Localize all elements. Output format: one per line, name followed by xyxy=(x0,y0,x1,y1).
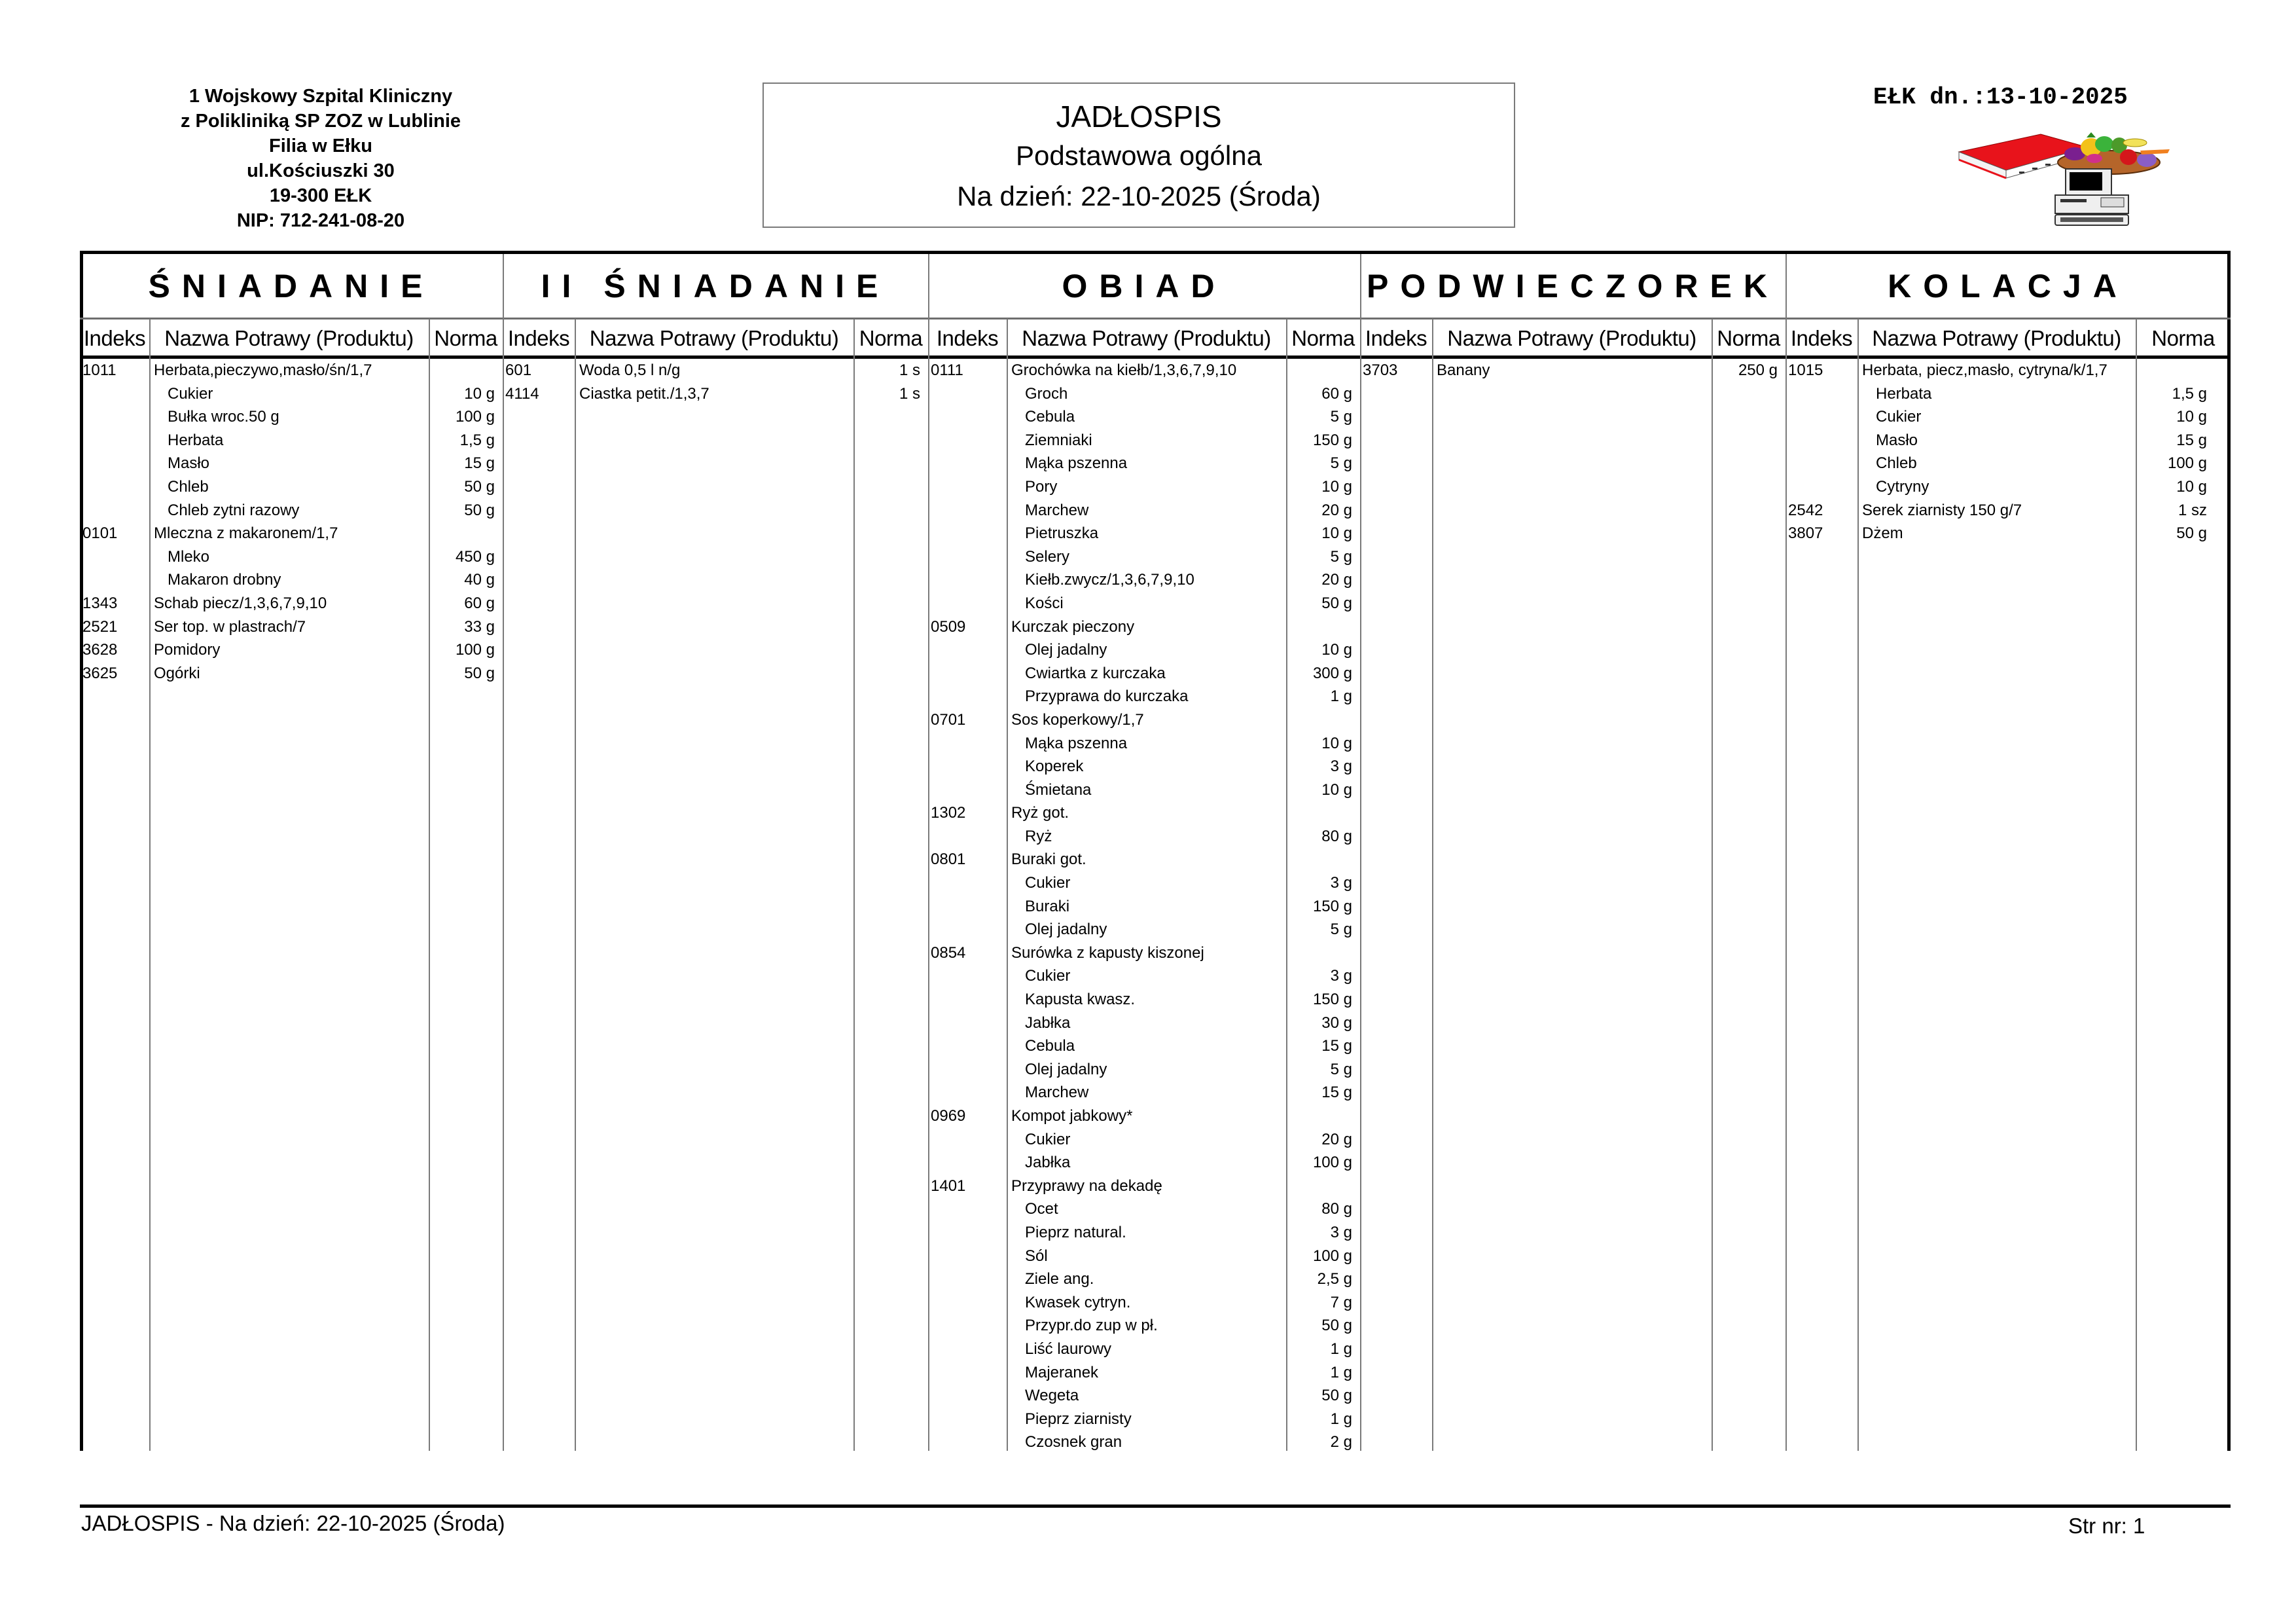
ingredient-row xyxy=(928,382,1360,406)
row-norm: 7 g xyxy=(1330,1293,1352,1311)
row-name: Liść laurowy xyxy=(1025,1340,1112,1358)
row-name: Jabłka xyxy=(1025,1154,1071,1172)
menu-date: Na dzień: 22-10-2025 (Środa) xyxy=(957,181,1321,211)
col-header-name: Nazwa Potrawy (Produktu) xyxy=(1872,325,2121,350)
ingredient-row xyxy=(80,499,503,522)
row-name: Pieprz ziarnisty xyxy=(1025,1410,1132,1428)
column-divider xyxy=(1432,319,1433,1451)
row-name: Ziele ang. xyxy=(1025,1270,1094,1288)
row-norm: 2,5 g xyxy=(1317,1270,1352,1288)
dish-row xyxy=(1785,499,2231,522)
document-title: JADŁOSPIS xyxy=(1056,100,1222,134)
row-norm: 10 g xyxy=(2176,477,2207,496)
ingredient-row xyxy=(928,1338,1360,1361)
row-norm: 10 g xyxy=(1321,780,1352,799)
col-header-norm: Norma xyxy=(1291,325,1355,350)
issue-place-date: EŁK dn.:13-10-2025 xyxy=(1873,84,2128,111)
row-index: 3703 xyxy=(1363,361,1398,379)
ingredient-row xyxy=(80,568,503,592)
ingredient-row xyxy=(928,405,1360,429)
row-name: Śmietana xyxy=(1025,780,1092,799)
row-norm: 1 g xyxy=(1330,1410,1352,1428)
row-norm: 150 g xyxy=(1312,431,1352,449)
row-norm: 50 g xyxy=(2176,524,2207,543)
row-norm: 10 g xyxy=(1321,641,1352,659)
row-name: Ser top. w plastrach/7 xyxy=(154,617,306,636)
footer-title: JADŁOSPIS - Na dzień: 22-10-2025 (Środa) xyxy=(81,1511,505,1535)
meal-section-ii-sniadanie xyxy=(503,251,928,1451)
org-line: Filia w Ełku xyxy=(269,136,372,156)
row-name: Groch xyxy=(1025,384,1068,403)
row-name: Bułka wroc.50 g xyxy=(168,408,279,426)
organization-header xyxy=(118,84,524,233)
ingredient-row xyxy=(928,685,1360,708)
ingredient-row xyxy=(928,1221,1360,1245)
row-norm: 20 g xyxy=(1321,571,1352,589)
footer-rule xyxy=(80,1504,2231,1508)
meal-title: KOLACJA xyxy=(1888,267,2128,304)
row-name: Pieprz natural. xyxy=(1025,1223,1126,1241)
row-name: Cukier xyxy=(1025,874,1071,892)
row-name: Cukier xyxy=(1025,1130,1071,1148)
row-name: Cukier xyxy=(1025,967,1071,985)
row-name: Mleko xyxy=(168,547,210,566)
ingredient-row xyxy=(928,1081,1360,1104)
row-name: Majeranek xyxy=(1025,1363,1099,1381)
ingredient-row xyxy=(928,429,1360,452)
row-norm: 100 g xyxy=(1312,1154,1352,1172)
row-norm: 100 g xyxy=(455,641,495,659)
row-norm: 150 g xyxy=(1312,991,1352,1009)
row-name: Ogórki xyxy=(154,664,200,682)
row-name: Sól xyxy=(1025,1247,1048,1265)
menu-table xyxy=(80,251,2231,1451)
row-name: Olej jadalny xyxy=(1025,921,1107,939)
row-name: Buraki got. xyxy=(1011,850,1086,869)
ingredient-row xyxy=(928,475,1360,499)
meal-section-obiad xyxy=(928,251,1360,1451)
dish-row xyxy=(503,382,928,406)
row-name: Woda 0,5 l n/g xyxy=(579,361,681,379)
dish-row xyxy=(503,359,928,382)
row-name: Herbata xyxy=(1876,384,1932,403)
row-norm: 3 g xyxy=(1330,1223,1352,1241)
ingredient-row xyxy=(928,1034,1360,1058)
col-header-norm: Norma xyxy=(434,325,497,350)
row-norm: 15 g xyxy=(2176,431,2207,449)
diet-name: Podstawowa ogólna xyxy=(1016,140,1262,171)
row-name: Masło xyxy=(168,454,210,473)
row-norm: 5 g xyxy=(1330,408,1352,426)
row-name: Pory xyxy=(1025,477,1058,496)
row-name: Przyprawy na dekadę xyxy=(1011,1176,1162,1195)
row-norm: 150 g xyxy=(1312,897,1352,915)
ingredient-row xyxy=(928,1151,1360,1175)
ingredient-row xyxy=(928,1431,1360,1454)
row-name: Grochówka na kiełb/1,3,6,7,9,10 xyxy=(1011,361,1237,379)
row-norm: 20 g xyxy=(1321,501,1352,519)
row-index: 0969 xyxy=(931,1107,966,1125)
col-header-norm: Norma xyxy=(859,325,923,350)
ingredient-row xyxy=(928,825,1360,848)
row-index: 0509 xyxy=(931,617,966,636)
ingredient-row xyxy=(928,662,1360,685)
ingredient-row xyxy=(1785,429,2231,452)
ingredient-row xyxy=(928,452,1360,475)
row-name: Jabłka xyxy=(1025,1013,1071,1032)
org-line: z Polikliniką SP ZOZ w Lublinie xyxy=(180,111,461,132)
row-norm: 1 s xyxy=(899,384,920,403)
row-name: Kwasek cytryn. xyxy=(1025,1293,1131,1311)
row-norm: 33 g xyxy=(464,617,495,636)
row-norm: 10 g xyxy=(1321,477,1352,496)
row-name: Herbata, piecz,masło, cytryna/k/1,7 xyxy=(1862,361,2108,379)
ingredient-row xyxy=(80,475,503,499)
row-norm: 1 sz xyxy=(2178,501,2207,519)
ingredient-row xyxy=(928,545,1360,569)
row-name: Kompot jabkowy* xyxy=(1011,1107,1133,1125)
row-norm: 10 g xyxy=(1321,524,1352,543)
meal-section-sniadanie xyxy=(80,251,503,1451)
row-index: 0101 xyxy=(82,524,118,543)
row-norm: 1 s xyxy=(899,361,920,379)
row-name: Marchew xyxy=(1025,1084,1089,1102)
col-header-index: Indeks xyxy=(1365,325,1427,350)
row-name: Sos koperkowy/1,7 xyxy=(1011,710,1144,729)
ingredient-row xyxy=(928,1128,1360,1152)
meal-title: PODWIECZOREK xyxy=(1367,267,1779,304)
row-index: 3628 xyxy=(82,641,118,659)
row-name: Ryż xyxy=(1025,827,1052,845)
row-norm: 100 g xyxy=(2167,454,2207,473)
row-norm: 1 g xyxy=(1330,687,1352,706)
col-header-norm: Norma xyxy=(1717,325,1780,350)
row-name: Chleb xyxy=(168,477,209,496)
row-index: 1015 xyxy=(1788,361,1823,379)
dish-row xyxy=(80,592,503,615)
row-norm: 10 g xyxy=(2176,408,2207,426)
meal-section-podwieczorek xyxy=(1360,251,1785,1451)
ingredient-row xyxy=(928,918,1360,941)
ingredient-row xyxy=(1785,405,2231,429)
ingredient-row xyxy=(928,732,1360,756)
book-fruit-computer-logo xyxy=(1957,131,2179,229)
ingredient-row xyxy=(1785,382,2231,406)
row-name: Banany xyxy=(1437,361,1490,379)
row-norm: 100 g xyxy=(1312,1247,1352,1265)
row-norm: 5 g xyxy=(1330,547,1352,566)
row-name: Herbata,pieczywo,masło/śn/1,7 xyxy=(154,361,372,379)
row-name: Dżem xyxy=(1862,524,1903,543)
row-norm: 15 g xyxy=(1321,1084,1352,1102)
row-name: Cytryny xyxy=(1876,477,1929,496)
dish-row xyxy=(928,941,1360,965)
org-line: 19-300 EŁK xyxy=(269,185,372,206)
row-name: Olej jadalny xyxy=(1025,1060,1107,1078)
row-name: Ryż got. xyxy=(1011,804,1069,822)
dish-row xyxy=(928,615,1360,639)
col-header-norm: Norma xyxy=(2151,325,2215,350)
meal-title: OBIAD xyxy=(1062,267,1227,304)
row-name: Przypr.do zup w pł. xyxy=(1025,1317,1158,1335)
row-name: Cwiartka z kurczaka xyxy=(1025,664,1166,682)
col-header-name: Nazwa Potrawy (Produktu) xyxy=(589,325,839,350)
ingredient-row xyxy=(928,1197,1360,1221)
row-name: Kapusta kwasz. xyxy=(1025,991,1136,1009)
ingredient-row xyxy=(1785,475,2231,499)
meal-rows xyxy=(503,359,928,405)
row-name: Cebula xyxy=(1025,408,1075,426)
row-norm: 3 g xyxy=(1330,757,1352,776)
row-name: Cebula xyxy=(1025,1037,1075,1055)
ingredient-row xyxy=(928,895,1360,919)
row-name: Makaron drobny xyxy=(168,571,281,589)
row-name: Ziemniaki xyxy=(1025,431,1092,449)
row-norm: 60 g xyxy=(1321,384,1352,403)
row-index: 1343 xyxy=(82,594,118,612)
col-header-index: Indeks xyxy=(1790,325,1853,350)
dish-row xyxy=(80,359,503,382)
ingredient-row xyxy=(928,1267,1360,1291)
row-index: 601 xyxy=(505,361,532,379)
row-index: 3807 xyxy=(1788,524,1823,543)
meal-rows xyxy=(928,359,1360,1454)
row-name: Czosnek gran xyxy=(1025,1433,1122,1451)
row-norm: 50 g xyxy=(464,501,495,519)
row-name: Wegeta xyxy=(1025,1387,1079,1405)
col-header-index: Indeks xyxy=(507,325,570,350)
meal-title: II ŚNIADANIE xyxy=(541,267,890,304)
row-norm: 15 g xyxy=(464,454,495,473)
row-index: 2521 xyxy=(82,617,118,636)
row-norm: 450 g xyxy=(455,547,495,566)
row-name: Marchew xyxy=(1025,501,1089,519)
ingredient-row xyxy=(80,382,503,406)
row-norm: 50 g xyxy=(464,664,495,682)
row-name: Cukier xyxy=(1876,408,1922,426)
row-norm: 10 g xyxy=(1321,734,1352,752)
ingredient-row xyxy=(928,1408,1360,1431)
row-norm: 1 g xyxy=(1330,1363,1352,1381)
row-name: Koperek xyxy=(1025,757,1084,776)
row-name: Chleb zytni razowy xyxy=(168,501,300,519)
ingredient-row xyxy=(928,1291,1360,1315)
row-name: Herbata xyxy=(168,431,224,449)
ingredient-row xyxy=(928,1314,1360,1338)
row-index: 3625 xyxy=(82,664,118,682)
ingredient-row xyxy=(928,592,1360,615)
dish-row xyxy=(928,1175,1360,1198)
column-divider xyxy=(853,319,855,1451)
row-norm: 20 g xyxy=(1321,1130,1352,1148)
row-norm: 10 g xyxy=(464,384,495,403)
row-norm: 80 g xyxy=(1321,827,1352,845)
row-name: Masło xyxy=(1876,431,1918,449)
row-norm: 3 g xyxy=(1330,967,1352,985)
row-name: Selery xyxy=(1025,547,1070,566)
col-header-name: Nazwa Potrawy (Produktu) xyxy=(1022,325,1271,350)
ingredient-row xyxy=(928,1384,1360,1408)
row-norm: 5 g xyxy=(1330,921,1352,939)
meal-separator xyxy=(1360,254,1361,1451)
dish-row xyxy=(928,801,1360,825)
ingredient-row xyxy=(928,568,1360,592)
row-norm: 60 g xyxy=(464,594,495,612)
org-line: ul.Kościuszki 30 xyxy=(247,160,395,181)
row-name: Cukier xyxy=(168,384,213,403)
row-index: 1302 xyxy=(931,804,966,822)
ingredient-row xyxy=(928,522,1360,545)
dish-row xyxy=(928,1104,1360,1128)
row-index: 0801 xyxy=(931,850,966,869)
column-divider xyxy=(1712,319,1713,1451)
row-norm: 100 g xyxy=(455,408,495,426)
row-norm: 40 g xyxy=(464,571,495,589)
row-norm: 300 g xyxy=(1312,664,1352,682)
dish-row xyxy=(928,848,1360,871)
row-name: Kurczak pieczony xyxy=(1011,617,1135,636)
row-name: Mąka pszenna xyxy=(1025,734,1128,752)
row-norm: 50 g xyxy=(1321,1387,1352,1405)
row-name: Kiełb.zwycz/1,3,6,7,9,10 xyxy=(1025,571,1194,589)
ingredient-row xyxy=(928,1058,1360,1082)
ingredient-row xyxy=(80,429,503,452)
row-name: Pomidory xyxy=(154,641,221,659)
row-name: Olej jadalny xyxy=(1025,641,1107,659)
col-header-name: Nazwa Potrawy (Produktu) xyxy=(164,325,414,350)
dish-row xyxy=(80,522,503,545)
row-name: Pietruszka xyxy=(1025,524,1099,543)
dish-row xyxy=(1785,522,2231,545)
ingredient-row xyxy=(928,1012,1360,1035)
row-norm: 50 g xyxy=(464,477,495,496)
row-name: Surówka z kapusty kiszonej xyxy=(1011,943,1204,962)
meal-rows xyxy=(1785,359,2231,545)
row-name: Kości xyxy=(1025,594,1064,612)
row-name: Schab piecz/1,3,6,7,9,10 xyxy=(154,594,327,612)
ingredient-row xyxy=(80,452,503,475)
ingredient-row xyxy=(928,638,1360,662)
row-norm: 1 g xyxy=(1330,1340,1352,1358)
org-line: NIP: 712-241-08-20 xyxy=(236,210,405,231)
dish-row xyxy=(80,638,503,662)
col-header-index: Indeks xyxy=(936,325,999,350)
row-norm: 250 g xyxy=(1738,361,1778,379)
column-divider xyxy=(575,319,576,1451)
dish-row xyxy=(80,615,503,639)
row-index: 1011 xyxy=(82,361,117,379)
meal-separator xyxy=(503,254,504,1451)
row-norm: 1,5 g xyxy=(2172,384,2207,403)
row-name: Ciastka petit./1,3,7 xyxy=(579,384,709,403)
dish-row xyxy=(928,708,1360,732)
meal-title: ŚNIADANIE xyxy=(148,267,435,304)
row-name: Przyprawa do kurczaka xyxy=(1025,687,1189,706)
page-number: Str nr: 1 xyxy=(2068,1514,2145,1538)
ingredient-row xyxy=(928,755,1360,778)
row-norm: 3 g xyxy=(1330,874,1352,892)
ingredient-row xyxy=(928,1361,1360,1385)
title-box xyxy=(762,82,1515,228)
row-norm: 5 g xyxy=(1330,1060,1352,1078)
ingredient-row xyxy=(1785,452,2231,475)
ingredient-row xyxy=(928,871,1360,895)
row-index: 0854 xyxy=(931,943,966,962)
org-line: 1 Wojskowy Szpital Kliniczny xyxy=(188,86,453,107)
row-name: Serek ziarnisty 150 g/7 xyxy=(1862,501,2022,519)
col-header-name: Nazwa Potrawy (Produktu) xyxy=(1447,325,1696,350)
meal-rows xyxy=(80,359,503,685)
row-name: Ocet xyxy=(1025,1200,1058,1218)
row-index: 1401 xyxy=(931,1176,966,1195)
row-index: 0701 xyxy=(931,710,966,729)
ingredient-row xyxy=(928,964,1360,988)
row-norm: 50 g xyxy=(1321,594,1352,612)
row-norm: 50 g xyxy=(1321,1317,1352,1335)
dish-row xyxy=(1360,359,1785,382)
logo-icon xyxy=(1957,131,2179,229)
row-index: 0111 xyxy=(931,361,963,379)
row-index: 4114 xyxy=(505,384,539,403)
ingredient-row xyxy=(928,988,1360,1012)
dish-row xyxy=(1785,359,2231,382)
dish-row xyxy=(80,662,503,685)
ingredient-row xyxy=(928,1245,1360,1268)
row-norm: 15 g xyxy=(1321,1037,1352,1055)
row-norm: 30 g xyxy=(1321,1013,1352,1032)
dish-row xyxy=(928,359,1360,382)
ingredient-row xyxy=(928,778,1360,802)
row-norm: 2 g xyxy=(1330,1433,1352,1451)
row-name: Buraki xyxy=(1025,897,1070,915)
meal-rows xyxy=(1360,359,1785,382)
col-header-index: Indeks xyxy=(83,325,146,350)
meal-section-kolacja xyxy=(1785,251,2231,1451)
ingredient-row xyxy=(80,405,503,429)
row-name: Chleb xyxy=(1876,454,1917,473)
ingredient-row xyxy=(928,499,1360,522)
row-norm: 1,5 g xyxy=(459,431,495,449)
row-norm: 5 g xyxy=(1330,454,1352,473)
ingredient-row xyxy=(80,545,503,569)
row-norm: 80 g xyxy=(1321,1200,1352,1218)
row-name: Mąka pszenna xyxy=(1025,454,1128,473)
row-name: Mleczna z makaronem/1,7 xyxy=(154,524,338,543)
row-index: 2542 xyxy=(1788,501,1823,519)
